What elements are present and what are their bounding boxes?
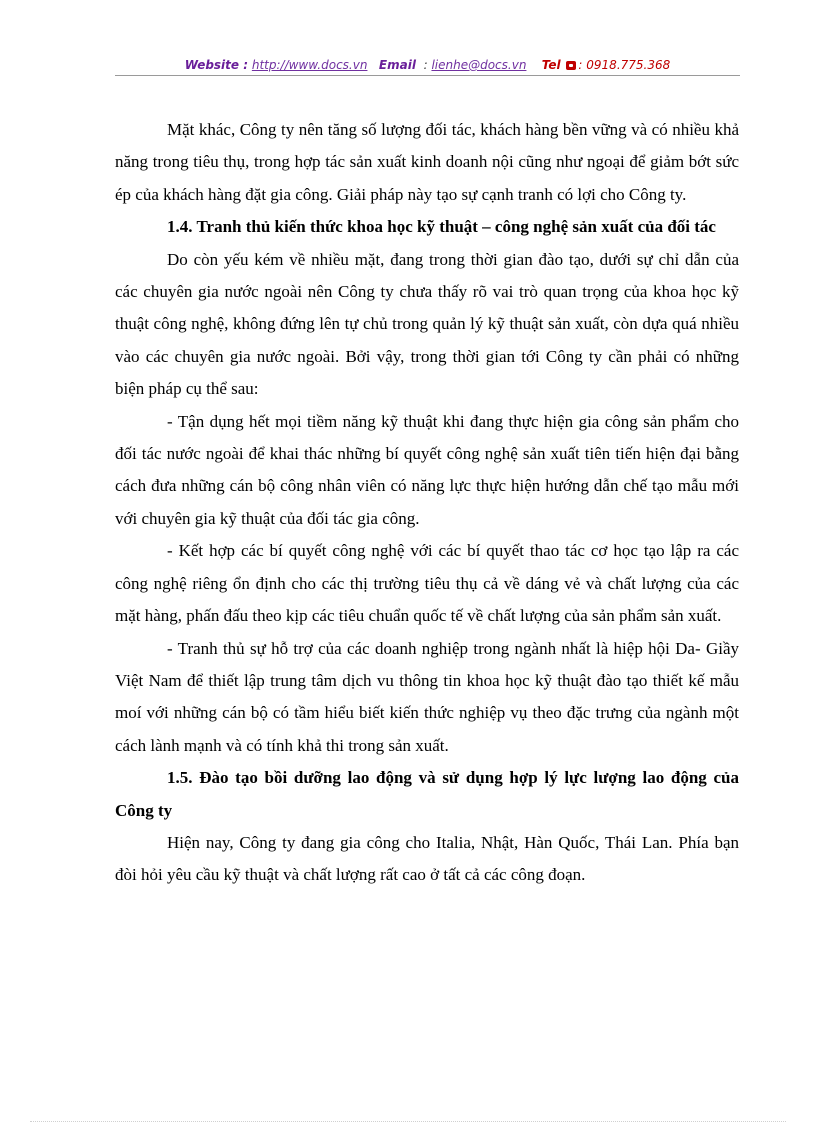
paragraph: Hiện nay, Công ty đang gia công cho Italia, Nhật, Hàn Quốc, Thái Lan. Phía bạn đòi hỏi yêu cầu kỹ thuật và chất lượng rất cao ở tất cả các công đoạn. (115, 832, 739, 885)
website-label: Website : (184, 58, 249, 72)
paragraph: - Tận dụng hết mọi tiềm năng kỹ thuật khi đang thực hiện gia công sản phẩm cho đối tác nước ngoài để khai thác những bí quyết công nghệ sản xuất tiên tiến hiện đại bằng cách đưa những cán bộ công nhân viên có năng lực thực hiện hướng dẫn chế tạo mẫu mới với chuyên gia kỹ thuật của đối tác gia công. (115, 411, 739, 528)
tel-number: : 0918.775.368 (578, 58, 671, 72)
phone-icon (566, 61, 576, 70)
page-header (115, 55, 740, 76)
email-link[interactable]: lienhe@docs.vn (431, 58, 527, 72)
section-heading: 1.4. Tranh thủ kiến thức khoa học kỹ thuật – công nghệ sản xuất của đối tác (167, 217, 716, 237)
paragraph: Do còn yếu kém về nhiều mặt, đang trong thời gian đào tạo, dưới sự chỉ dẫn của các chuyên gia nước ngoài nên Công ty chưa thấy rõ vai trò quan trọng của khoa học kỹ thuật công nghệ, không đứng lên tự chủ trong quản lý kỹ thuật sản xuất, còn dựa quá nhiều vào các chuyên gia nước ngoài. Bởi vậy, trong thời gian tới Công ty cần phải có những biện pháp cụ thể sau: (115, 249, 739, 399)
section-heading: 1.5. Đào tạo bồi dưỡng lao động và sử dụng hợp lý lực lượng lao động của Công ty (115, 768, 739, 820)
paragraph: Mặt khác, Công ty nên tăng số lượng đối tác, khách hàng bền vững và có nhiều khả năng trong tiêu thụ, trong hợp tác sản xuất kinh doanh nội cũng như ngoại để giảm bớt sức ép của khách hàng đặt gia công. Giải pháp này tạo sự cạnh tranh có lợi cho Công ty. (115, 120, 739, 204)
email-label: Email (378, 58, 416, 72)
paragraph: - Tranh thủ sự hỗ trợ của các doanh nghiệp trong ngành nhất là hiệp hội Da- Giầy Việt Nam để thiết lập trung tâm dịch vu thông tin khoa học kỹ thuật đào tạo thiết kế mẫu moí với những cán bộ có tầm hiểu biết kiến thức nghiệp vụ theo đặc trưng của ngành một cách lành mạnh và có tính khả thi trong sản xuất. (115, 638, 739, 755)
tel-label: Tel (541, 58, 561, 72)
document-body (115, 114, 739, 892)
footer-divider (30, 1121, 786, 1122)
paragraph: - Kết hợp các bí quyết công nghệ với các bí quyết thao tác cơ học tạo lập ra các công nghệ riêng ổn định cho các thị trường tiêu thụ cả về dáng vẻ và chất lượng của các mặt hàng, phấn đấu theo kịp các tiêu chuẩn quốc tế về chất lượng của sản phẩm sản xuất. (115, 541, 739, 626)
email-separator: : (423, 58, 428, 72)
website-link[interactable]: http://www.docs.vn (251, 58, 368, 72)
